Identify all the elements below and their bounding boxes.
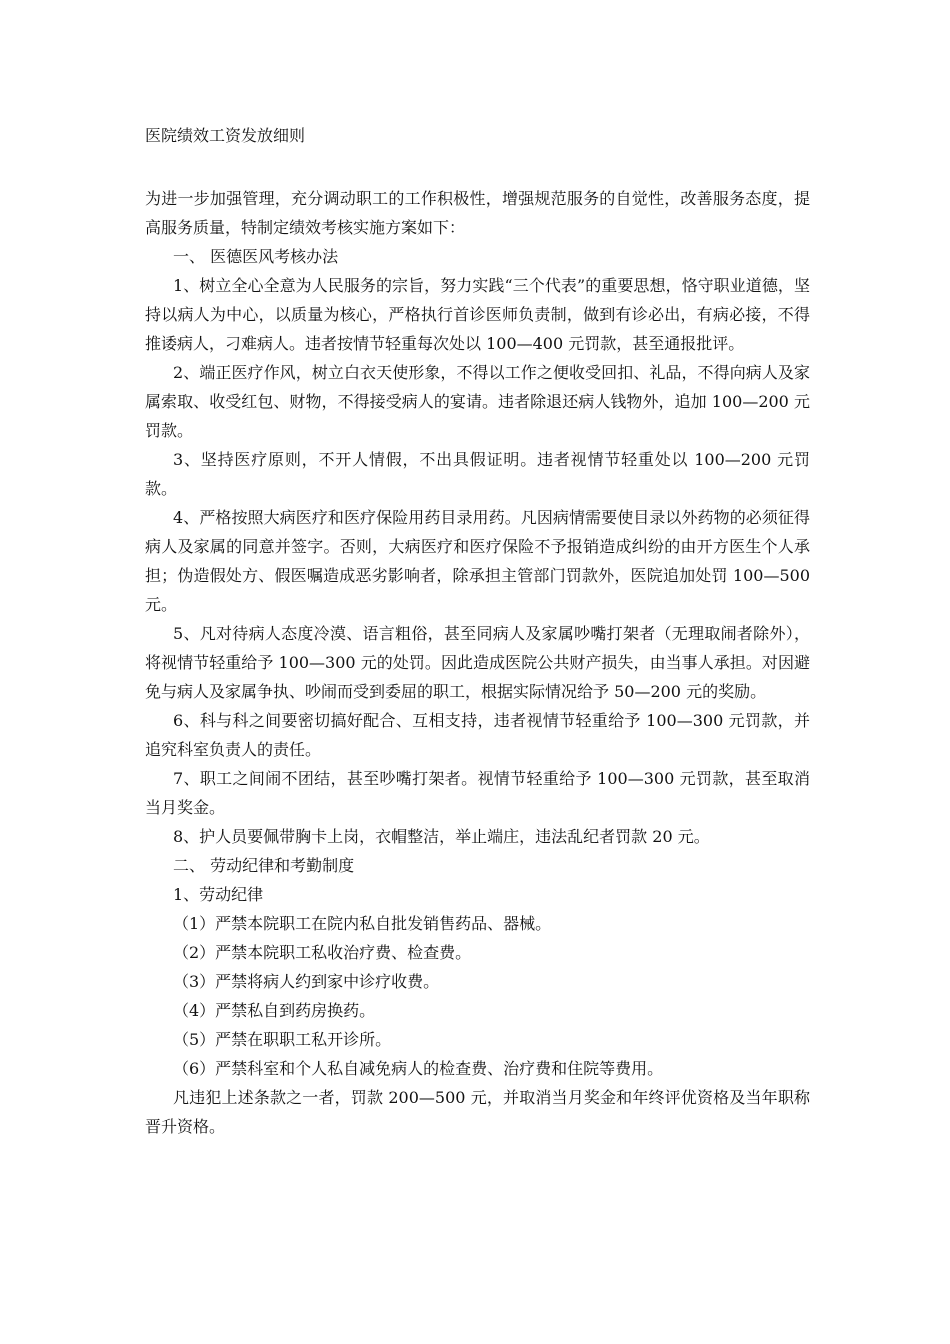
list-item: （6）严禁科室和个人私自减免病人的检查费、治疗费和住院等费用。 <box>173 1059 664 1078</box>
rule-paragraph: 7、职工之间闹不团结，甚至吵嘴打架者。视情节轻重给予 100—300 元罚款，甚至取消当月奖金。 <box>145 769 810 817</box>
section-heading-1: 一、 医德医风考核办法 <box>173 247 339 266</box>
document-title: 医院绩效工资发放细则 <box>145 126 306 145</box>
penalty-paragraph: 凡违犯上述条款之一者，罚款 200—500 元，并取消当月奖金和年终评优资格及当年职称晋升资格。 <box>145 1088 810 1136</box>
list-item: （5）严禁在职职工私开诊所。 <box>173 1030 392 1049</box>
list-item: （4）严禁私自到药房换药。 <box>173 1001 376 1020</box>
rule-paragraph: 1、树立全心全意为人民服务的宗旨，努力实践“三个代表”的重要思想，恪守职业道德，坚持以病人为中心，以质量为核心，严格执行首诊医师负责制，做到有诊必出，有病必接，不得推诿病人，刁难病人。违者按情节轻重每次处以 100—400 元罚款，甚至通报批评。 <box>145 276 810 353</box>
list-item: （2）严禁本院职工私收治疗费、检查费。 <box>173 943 472 962</box>
rule-paragraph: 2、端正医疗作风，树立白衣天使形象，不得以工作之便收受回扣、礼品，不得向病人及家属索取、收受红包、财物，不得接受病人的宴请。违者除退还病人钱物外，追加 100—200 元罚款。 <box>145 363 810 440</box>
rule-paragraph: 4、严格按照大病医疗和医疗保险用药目录用药。凡因病情需要使目录以外药物的必须征得病人及家属的同意并签字。否则，大病医疗和医疗保险不予报销造成纠纷的由开方医生个人承担；伪造假处方、假医嘱造成恶劣影响者，除承担主管部门罚款外，医院追加处罚 100—500 元。 <box>145 508 810 614</box>
rule-paragraph: 3、坚持医疗原则，不开人情假，不出具假证明。违者视情节轻重处以 100—200 元罚款。 <box>145 450 810 498</box>
intro-paragraph: 为进一步加强管理，充分调动职工的工作积极性，增强规范服务的自觉性，改善服务态度，提高服务质量，特制定绩效考核实施方案如下： <box>145 189 810 237</box>
document-body <box>145 184 810 1141</box>
subsection-heading: 1、劳动纪律 <box>173 885 264 904</box>
list-item: （1）严禁本院职工在院内私自批发销售药品、器械。 <box>173 914 552 933</box>
list-item: （3）严禁将病人约到家中诊疗收费。 <box>173 972 440 991</box>
rule-paragraph: 6、科与科之间要密切搞好配合、互相支持，违者视情节轻重给予 100—300 元罚款，并追究科室负责人的责任。 <box>145 711 810 759</box>
rule-paragraph: 8、护人员要佩带胸卡上岗，衣帽整洁，举止端庄，违法乱纪者罚款 20 元。 <box>173 827 710 846</box>
section-heading-2: 二、 劳动纪律和考勤制度 <box>173 856 355 875</box>
rule-paragraph: 5、凡对待病人态度冷漠、语言粗俗，甚至同病人及家属吵嘴打架者（无理取闹者除外），将视情节轻重给予 100—300 元的处罚。因此造成医院公共财产损失，由当事人承担。对因避免与病人及家属争执、吵闹而受到委屈的职工，根据实际情况给予 50—200 元的奖励。 <box>145 624 810 701</box>
